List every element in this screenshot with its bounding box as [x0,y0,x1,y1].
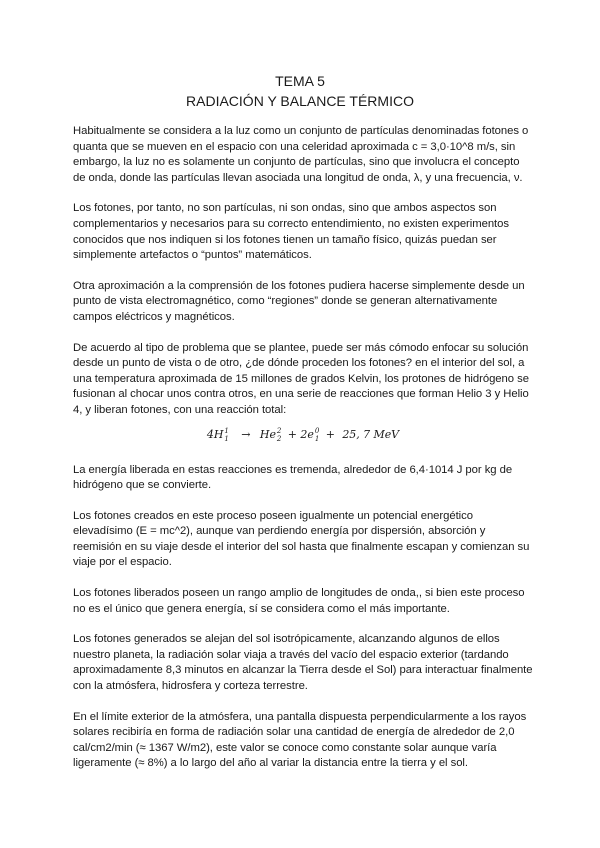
equation-helium-sup: 2 [276,426,282,435]
paragraph: Otra aproximación a la comprensión de los fotones pudiera hacerse simplemente desde un punto de vista electromagnético, como “regiones” donde se generan alternativamente campos eléctricos y magnéticos. [73,279,525,323]
equation-energy: 25, 7 MeV [342,427,400,441]
equation-helium-sub: 2 [276,434,282,443]
paragraph: Los fotones generados se alejan del sol isotrópicamente, alcanzando algunos de ellos nuestro planeta, la radiación solar viaja a través del vacío del espacio exterior (tardando aproximadamente 8,3 minutos en alcanzar la Tierra desde el Sol) para interactuar finalmente con la atmósfera, hidrosfera y corteza terrestre. [73,633,533,693]
equation-positron-sup: 0 [314,426,320,435]
equation-helium: He [259,427,276,441]
document-body [73,124,533,787]
equation-positron-sub: 1 [314,434,320,443]
paragraph: Habitualmente se considera a la luz como un conjunto de partículas denominadas fotones o quanta que se mueven en el espacio con una celeridad aproximada c = 3,0·10^8 m/s, sin embargo, la luz no es solamente un conjunto de partículas, sino que involucra el concepto de onda, donde las partículas llevan asociada una longitud de onda, λ, y una frecuencia, ν. [73,125,529,184]
title-block [0,72,600,110]
equation-hydrogen: 4H [206,427,224,441]
paragraph: Los fotones, por tanto, no son partículas, ni son ondas, sino que ambos aspectos son complementarios y necesarios para su correcto entendimiento, no existen experimentos conocidos que nos indiquen si los fotones tienen un tamaño físico, quizás puedan ser simplemente artefactos o “puntos” matemáticos. [73,202,509,262]
equation-plus: + [325,427,335,441]
equation-hydrogen-sub: 1 [224,434,229,443]
equation-positron: 2e [300,427,314,441]
paragraph: Los fotones creados en este proceso poseen igualmente un potencial energético elevadísimo (E = mc^2), aunque van perdiendo energía por dispersión, absorción y reemisión en su viaje desde el interior del sol hasta que finalmente escapan y comienzan su viaje por el espacio. [73,509,530,569]
paragraph: En el límite exterior de la atmósfera, una pantalla dispuesta perpendicularmente a los rayos solares recibiría en forma de radiación solar una cantidad de energía de alrededor de 2,0 cal/cm2/min (≈ 1367 W/m2), este valor se conoce como constante solar aunque varía ligeramente (≈ 8%) a lo largo del año al variar la distancia entre la tierra y el sol. [73,710,527,770]
equation-arrow: → [241,427,251,441]
paragraph: Los fotones liberados poseen un rango amplio de longitudes de onda,, si bien este proceso no es el único que genera energía, sí se considera como el más importante. [73,587,525,615]
equation-plus: + [287,427,297,441]
equation-hydrogen-sup: 1 [224,426,229,435]
document-subtitle: RADIACIÓN Y BALANCE TÉRMICO [186,93,414,109]
document-title: TEMA 5 [275,73,325,89]
paragraph: La energía liberada en estas reacciones es tremenda, alrededor de 6,4·1014 J por kg de hidrógeno que se convierte. [73,463,513,492]
paragraph: De acuerdo al tipo de problema que se plantee, puede ser más cómodo enfocar su solución desde un punto de vista o de otro, ¿de dónde proceden los fotones? en el interior del sol, a una temperatura aproximada de 15 millones de grados Kelvin, los protones de hidrógeno se fusionan al chocar unos contra otros, en una serie de reacciones que forman Helio 3 y Helio 4, y liberan fotones, con una reacción total: [73,341,529,416]
fusion-equation [73,425,533,449]
